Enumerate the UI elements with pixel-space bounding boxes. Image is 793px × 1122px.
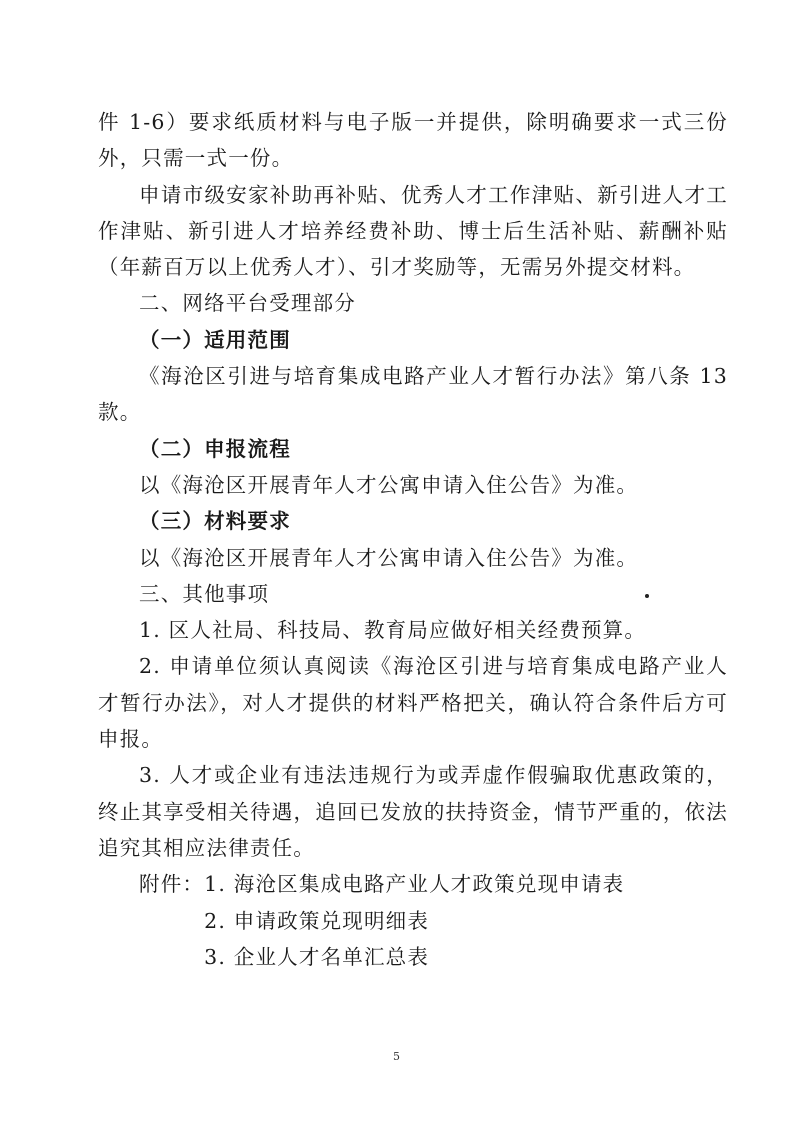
- subheading-process: （二）申报流程: [139, 436, 291, 461]
- paragraph-item-2: 2. 申请单位须认真阅读《海沧区引进与培育集成电路产业人才暂行办法》，对人才提供的材料严格把关，确认符合条件后方可申报。: [98, 654, 728, 752]
- subheading-materials: （三）材料要求: [139, 509, 291, 534]
- attachments-block: [98, 866, 728, 975]
- paragraph-materials: 以《海沧区开展青年人才公寓申请入住公告》为准。: [139, 545, 639, 570]
- paragraph-process: 以《海沧区开展青年人才公寓申请入住公告》为准。: [139, 472, 639, 497]
- attachment-item: 2. 申请政策兑现明细表: [204, 908, 430, 933]
- subheading-scope: （一）适用范围: [139, 327, 291, 352]
- paragraph-scope: 《海沧区引进与培育集成电路产业人才暂行办法》第八条 13 款。: [98, 364, 728, 425]
- section-heading-online-platform: 二、网络平台受理部分: [139, 291, 356, 316]
- paragraph-materials-note: 件 1-6）要求纸质材料与电子版一并提供，除明确要求一式三份外，只需一式一份。: [98, 110, 728, 171]
- scan-speck: [645, 594, 649, 598]
- paragraph-no-extra-materials: 申请市级安家补助再补贴、优秀人才工作津贴、新引进人才工作津贴、新引进人才培养经费补助、博士后生活补贴、薪酬补贴（年薪百万以上优秀人才）、引才奖励等，无需另外提交材料。: [98, 182, 728, 280]
- attachments-label: 附件：: [139, 872, 205, 897]
- page-number: 5: [393, 1050, 400, 1063]
- paragraph-item-1: 1. 区人社局、科技局、教育局应做好相关经费预算。: [139, 618, 647, 643]
- document-body: [98, 104, 728, 975]
- attachments-list: [204, 866, 624, 975]
- attachment-item: 3. 企业人才名单汇总表: [204, 944, 430, 969]
- section-heading-other-matters: 三、其他事项: [139, 581, 270, 606]
- attachment-item: 1. 海沧区集成电路产业人才政策兑现申请表: [204, 872, 625, 897]
- paragraph-item-3: 3. 人才或企业有违法违规行为或弄虚作假骗取优惠政策的，终止其享受相关待遇，追回已发放的扶持资金，情节严重的，依法追究其相应法律责任。: [98, 763, 728, 860]
